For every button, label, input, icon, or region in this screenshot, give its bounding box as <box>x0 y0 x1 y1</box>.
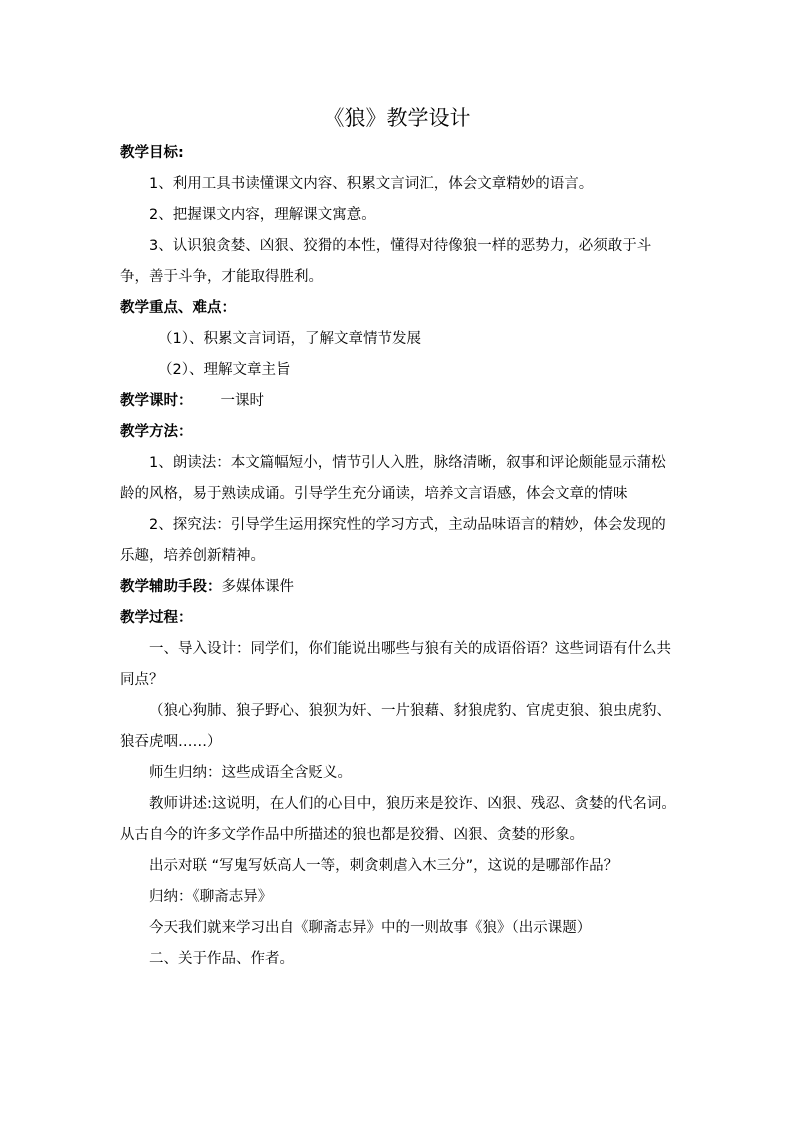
process-paragraph-6: 归纳：《聊斋志异》 <box>149 889 273 905</box>
process-paragraph-5: 出示对联 “写鬼写妖高人一等，刺贪刺虐入木三分”，这说的是哪部作品？ <box>149 858 619 874</box>
aids-value: 多媒体课件 <box>221 579 294 595</box>
hours-heading: 教学课时： <box>120 393 193 409</box>
methods-heading: 教学方法： <box>120 424 193 440</box>
document-title: 《狼》教学设计 <box>323 106 471 130</box>
keypoint-item-1: （1）、积累文言词语，了解文章情节发展 <box>158 331 421 347</box>
hours-line <box>120 386 676 417</box>
goal-item-2: 2、把握课文内容，理解课文寓意。 <box>149 207 376 223</box>
method-item-2: 2、探究法：引导学生运用探究性的学习方式，主动品味语言的精妙，体会发现的乐趣，培养创新精神。 <box>120 517 666 564</box>
hours-value: 一课时 <box>220 393 264 409</box>
aids-line <box>120 572 676 603</box>
keypoint-item-2: （2）、理解文章主旨 <box>158 362 291 378</box>
process-paragraph-1: 一、导入设计：同学们，你们能说出哪些与狼有关的成语俗语？这些词语有什么共同点？ <box>120 641 671 688</box>
method-item-1: 1、朗读法：本文篇幅短小，情节引人入胜，脉络清晰，叙事和评论颇能显示蒲松龄的风格，易于熟读成诵。引导学生充分诵读，培养文言语感，体会文章的情味 <box>120 455 666 502</box>
process-paragraph-4: 教师讲述:这说明，在人们的心目中，狼历来是狡诈、凶狠、残忍、贪婪的代名词。从古自今的许多文学作品中所描述的狼也都是狡猾、凶狠、贪婪的形象。 <box>120 796 676 843</box>
process-paragraph-7: 今天我们就来学习出自《聊斋志异》中的一则故事《狼》（出示课题） <box>149 920 592 936</box>
goal-item-3: 3、认识狼贪婪、凶狠、狡猾的本性，懂得对待像狼一样的恶势力，必须敢于斗争，善于斗争，才能取得胜利。 <box>120 238 652 285</box>
process-heading: 教学过程： <box>120 610 193 626</box>
process-paragraph-8: 二、关于作品、作者。 <box>149 951 294 967</box>
goal-item-1: 1、利用工具书读懂课文内容、积累文言词汇，体会文章精妙的语言。 <box>149 176 594 192</box>
process-paragraph-3: 师生归纳：这些成语全含贬义。 <box>149 765 352 781</box>
process-paragraph-2: （狼心狗肺、狼子野心、狼狈为奸、一片狼藉、豺狼虎豹、官虎吏狼、狼虫虎豹、狼吞虎咽……） <box>120 703 671 750</box>
goals-heading: 教学目标: <box>120 145 184 161</box>
keypoints-heading: 教学重点、难点： <box>120 300 236 316</box>
document-body <box>120 138 676 975</box>
aids-heading: 教学辅助手段： <box>120 579 222 595</box>
